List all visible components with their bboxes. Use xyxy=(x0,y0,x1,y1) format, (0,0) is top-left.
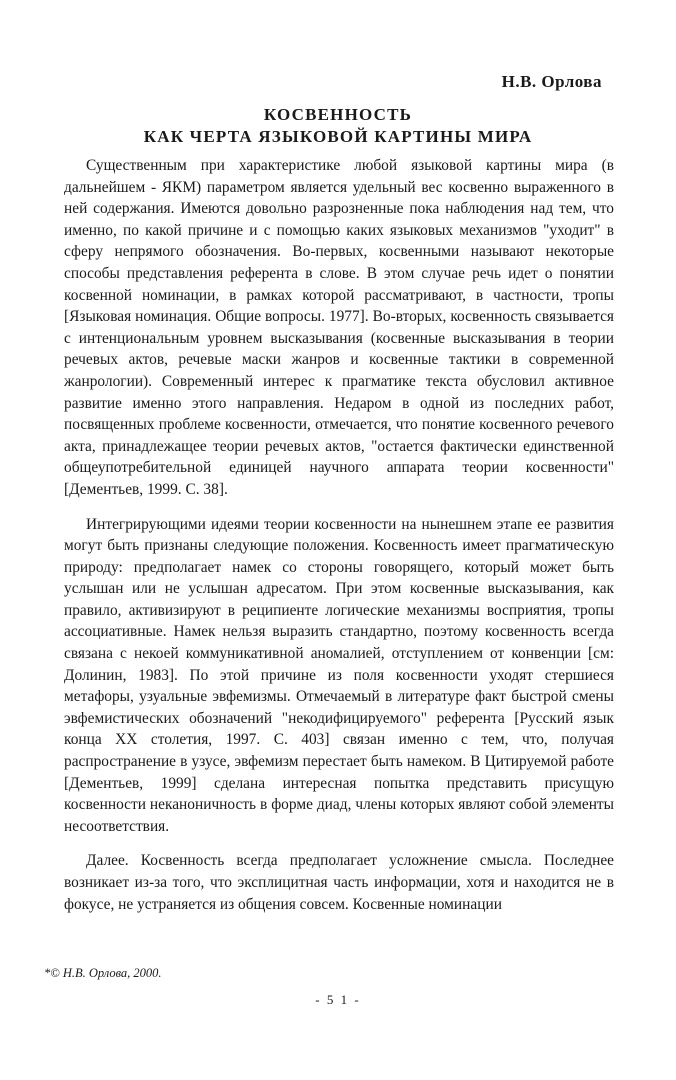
paragraph-2: Интегрирующими идеями теории косвенности на нынешнем этапе ее развития могут быть признаны следующие положения. Косвенность имеет прагматическую природу: предполагает намек со стороны говорящего, который может быть услышан или не услышан адресатом. При этом косвенные высказывания, как правило, активизируют в реципиенте логические механизмы восприятия, тропы ассоциативные. Намек нельзя выразить стандартно, поэтому косвенность всегда связана с некоей коммуникативной аномалией, отступлением от конвенции [см: Долинин, 1983]. По этой причине из поля косвенности уходят стершиеся метафоры, узуальные эвфемизмы. Отмечаемый в литературе факт быстрой смены эвфемистических обозначений "некодифицируемого" референта [Русский язык конца XX столетия, 1997. С. 403] связан именно с тем, что, получая распространение в узусе, эвфемизм перестает быть намеком. В Цитируемой работе [Дементьев, 1999] сделана интересная попытка представить присущую косвенности неканоничность в форме диад, члены которых являют собой элементы несоответствия. xyxy=(64,515,614,835)
page-number: - 5 1 - xyxy=(315,992,361,1007)
copyright-footnote: *© Н.В. Орлова, 2000. xyxy=(44,966,162,980)
title-line-2: КАК ЧЕРТА ЯЗЫКОВОЙ КАРТИНЫ МИРА xyxy=(143,127,533,146)
article-body xyxy=(64,155,614,928)
article-title xyxy=(0,104,676,148)
author-name: Н.В. Орлова xyxy=(501,72,602,91)
paragraph-1: Существенным при характеристике любой языковой картины мира (в дальнейшем - ЯКМ) параметром является удельный вес косвенно выраженного в ней содержания. Имеются довольно разрозненные пока наблюдения над тем, что именно, по какой причине и с помощью каких языковых механизмов "уходит" в сферу непрямого обозначения. Во-первых, косвенными называют некоторые способы представления референта в слове. В этом случае речь идет о понятии косвенной номинации, в рамках которой рассматривают, в частности, тропы [Языковая номинация. Общие вопросы. 1977]. Во-вторых, косвенность связывается с интенциональным уровнем высказывания (косвенные высказывания в теории речевых актов, речевые маски жанров и косвенные тактики в современной жанрологии). Современный интерес к прагматике текста обусловил активное развитие именно этого направления. Недаром в одной из последних работ, посвященных проблеме косвенности, отмечается, что понятие косвенного речевого акта, принадлежащее теории речевых актов, "остается фактически единственной общеупотребительной единицей научного аппарата теории косвенности" [Дементьев, 1999. С. 38]. xyxy=(64,157,614,498)
title-line-1: КОСВЕННОСТЬ xyxy=(263,105,413,124)
paragraph-3: Далее. Косвенность всегда предполагает усложнение смысла. Последнее возникает из-за того, что эксплицитная часть информации, хотя и находится не в фокусе, не устраняется из общения совсем. Косвенные номинации xyxy=(64,852,614,913)
